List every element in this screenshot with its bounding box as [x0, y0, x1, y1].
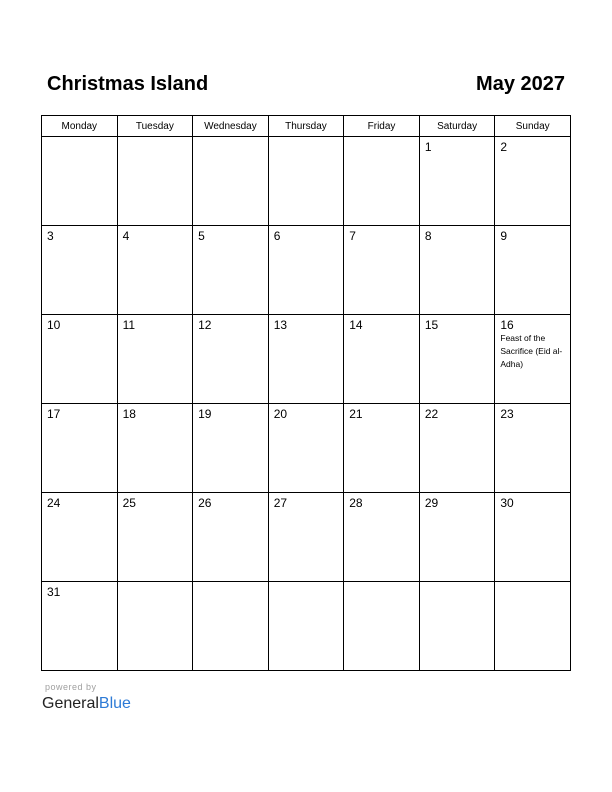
day-number: 10: [47, 318, 61, 332]
day-number: [118, 582, 193, 585]
day-cell: [268, 315, 344, 404]
day-number: 31: [47, 585, 61, 599]
day-number: 6: [273, 229, 281, 243]
day-cell: [344, 493, 420, 582]
day-cell: [193, 226, 269, 315]
week-row: [42, 226, 571, 315]
day-cell: [495, 404, 571, 493]
month-year-title: May 2027: [476, 73, 565, 95]
weekday-header-saturday: Saturday: [419, 116, 495, 137]
day-cell: [419, 582, 495, 671]
day-cell: [42, 493, 118, 582]
day-cell: [344, 582, 420, 671]
day-cell-holiday: [495, 315, 571, 404]
day-number: [42, 137, 117, 140]
day-cell: [419, 315, 495, 404]
weekday-header-wednesday: Wednesday: [193, 116, 269, 137]
week-row: [42, 137, 571, 226]
day-cell: [344, 404, 420, 493]
day-cell: [268, 582, 344, 671]
day-number: 30: [500, 496, 514, 510]
day-cell: [344, 226, 420, 315]
day-number: [420, 582, 495, 585]
day-number: 25: [122, 496, 136, 510]
day-number: 11: [122, 318, 136, 332]
day-cell: [42, 315, 118, 404]
day-cell: [117, 137, 193, 226]
day-cell: [193, 137, 269, 226]
day-number: 8: [424, 229, 432, 243]
logo-text-blue: Blue: [98, 695, 131, 712]
day-cell: [419, 226, 495, 315]
day-cell: [193, 582, 269, 671]
day-cell: [193, 493, 269, 582]
day-cell: [117, 493, 193, 582]
day-number: [344, 582, 419, 585]
day-number: [269, 137, 344, 140]
day-cell: [419, 137, 495, 226]
powered-by-label: powered by: [45, 682, 97, 692]
day-number: 15: [424, 318, 439, 332]
day-number: 26: [198, 496, 212, 510]
day-cell: [495, 582, 571, 671]
day-number: 22: [424, 407, 439, 421]
day-number: [118, 137, 193, 140]
logo-text-general: General: [42, 695, 99, 712]
day-cell: [268, 404, 344, 493]
generalblue-logo[interactable]: [42, 694, 131, 714]
day-cell: [117, 226, 193, 315]
day-cell: [117, 315, 193, 404]
day-number: 5: [198, 229, 205, 243]
day-cell: [193, 404, 269, 493]
day-number: 12: [198, 318, 212, 332]
day-cell: [419, 404, 495, 493]
day-number: 4: [122, 229, 130, 243]
day-number: [193, 582, 268, 585]
weekday-header-monday: Monday: [42, 116, 118, 137]
day-number: 17: [47, 407, 61, 421]
day-cell: [344, 315, 420, 404]
day-number: 29: [424, 496, 439, 510]
day-number: 24: [47, 496, 61, 510]
weekday-header-sunday: Sunday: [495, 116, 571, 137]
region-title: Christmas Island: [47, 73, 209, 95]
day-cell: [495, 226, 571, 315]
day-number: 21: [349, 407, 363, 421]
day-number: 16: [500, 318, 514, 332]
day-cell: [268, 226, 344, 315]
day-number: 14: [349, 318, 363, 332]
weekday-header-row: [42, 116, 571, 137]
day-number: 23: [500, 407, 514, 421]
weekday-header-tuesday: Tuesday: [117, 116, 193, 137]
holiday-label: Feast of the Sacrifice (Eid al-Adha): [500, 333, 563, 369]
day-number: 20: [273, 407, 288, 421]
day-number: [193, 137, 268, 140]
day-number: 3: [47, 229, 54, 243]
day-cell: [117, 404, 193, 493]
day-number: 27: [273, 496, 288, 510]
day-cell: [268, 493, 344, 582]
week-row: [42, 493, 571, 582]
day-cell: [419, 493, 495, 582]
day-number: 1: [424, 140, 432, 154]
day-cell: [344, 137, 420, 226]
weekday-header-thursday: Thursday: [268, 116, 344, 137]
day-cell: [117, 582, 193, 671]
day-number: 9: [500, 229, 508, 243]
day-cell: [193, 315, 269, 404]
day-number: 13: [273, 318, 288, 332]
day-cell: [42, 404, 118, 493]
day-cell: [42, 226, 118, 315]
weekday-header-friday: Friday: [344, 116, 420, 137]
day-number: [344, 137, 419, 140]
day-number: 2: [500, 140, 508, 154]
day-number: [269, 582, 344, 585]
day-cell: [268, 137, 344, 226]
week-row: [42, 582, 571, 671]
week-row: [42, 315, 571, 404]
day-cell: [42, 137, 118, 226]
week-row: [42, 404, 571, 493]
day-cell: [42, 582, 118, 671]
day-cell: [495, 493, 571, 582]
month-calendar-grid: [41, 115, 571, 671]
day-number: 28: [349, 496, 363, 510]
day-number: 19: [198, 407, 212, 421]
day-number: 7: [349, 229, 356, 243]
day-number: 18: [122, 407, 136, 421]
day-cell: [495, 137, 571, 226]
day-number: [495, 582, 570, 585]
